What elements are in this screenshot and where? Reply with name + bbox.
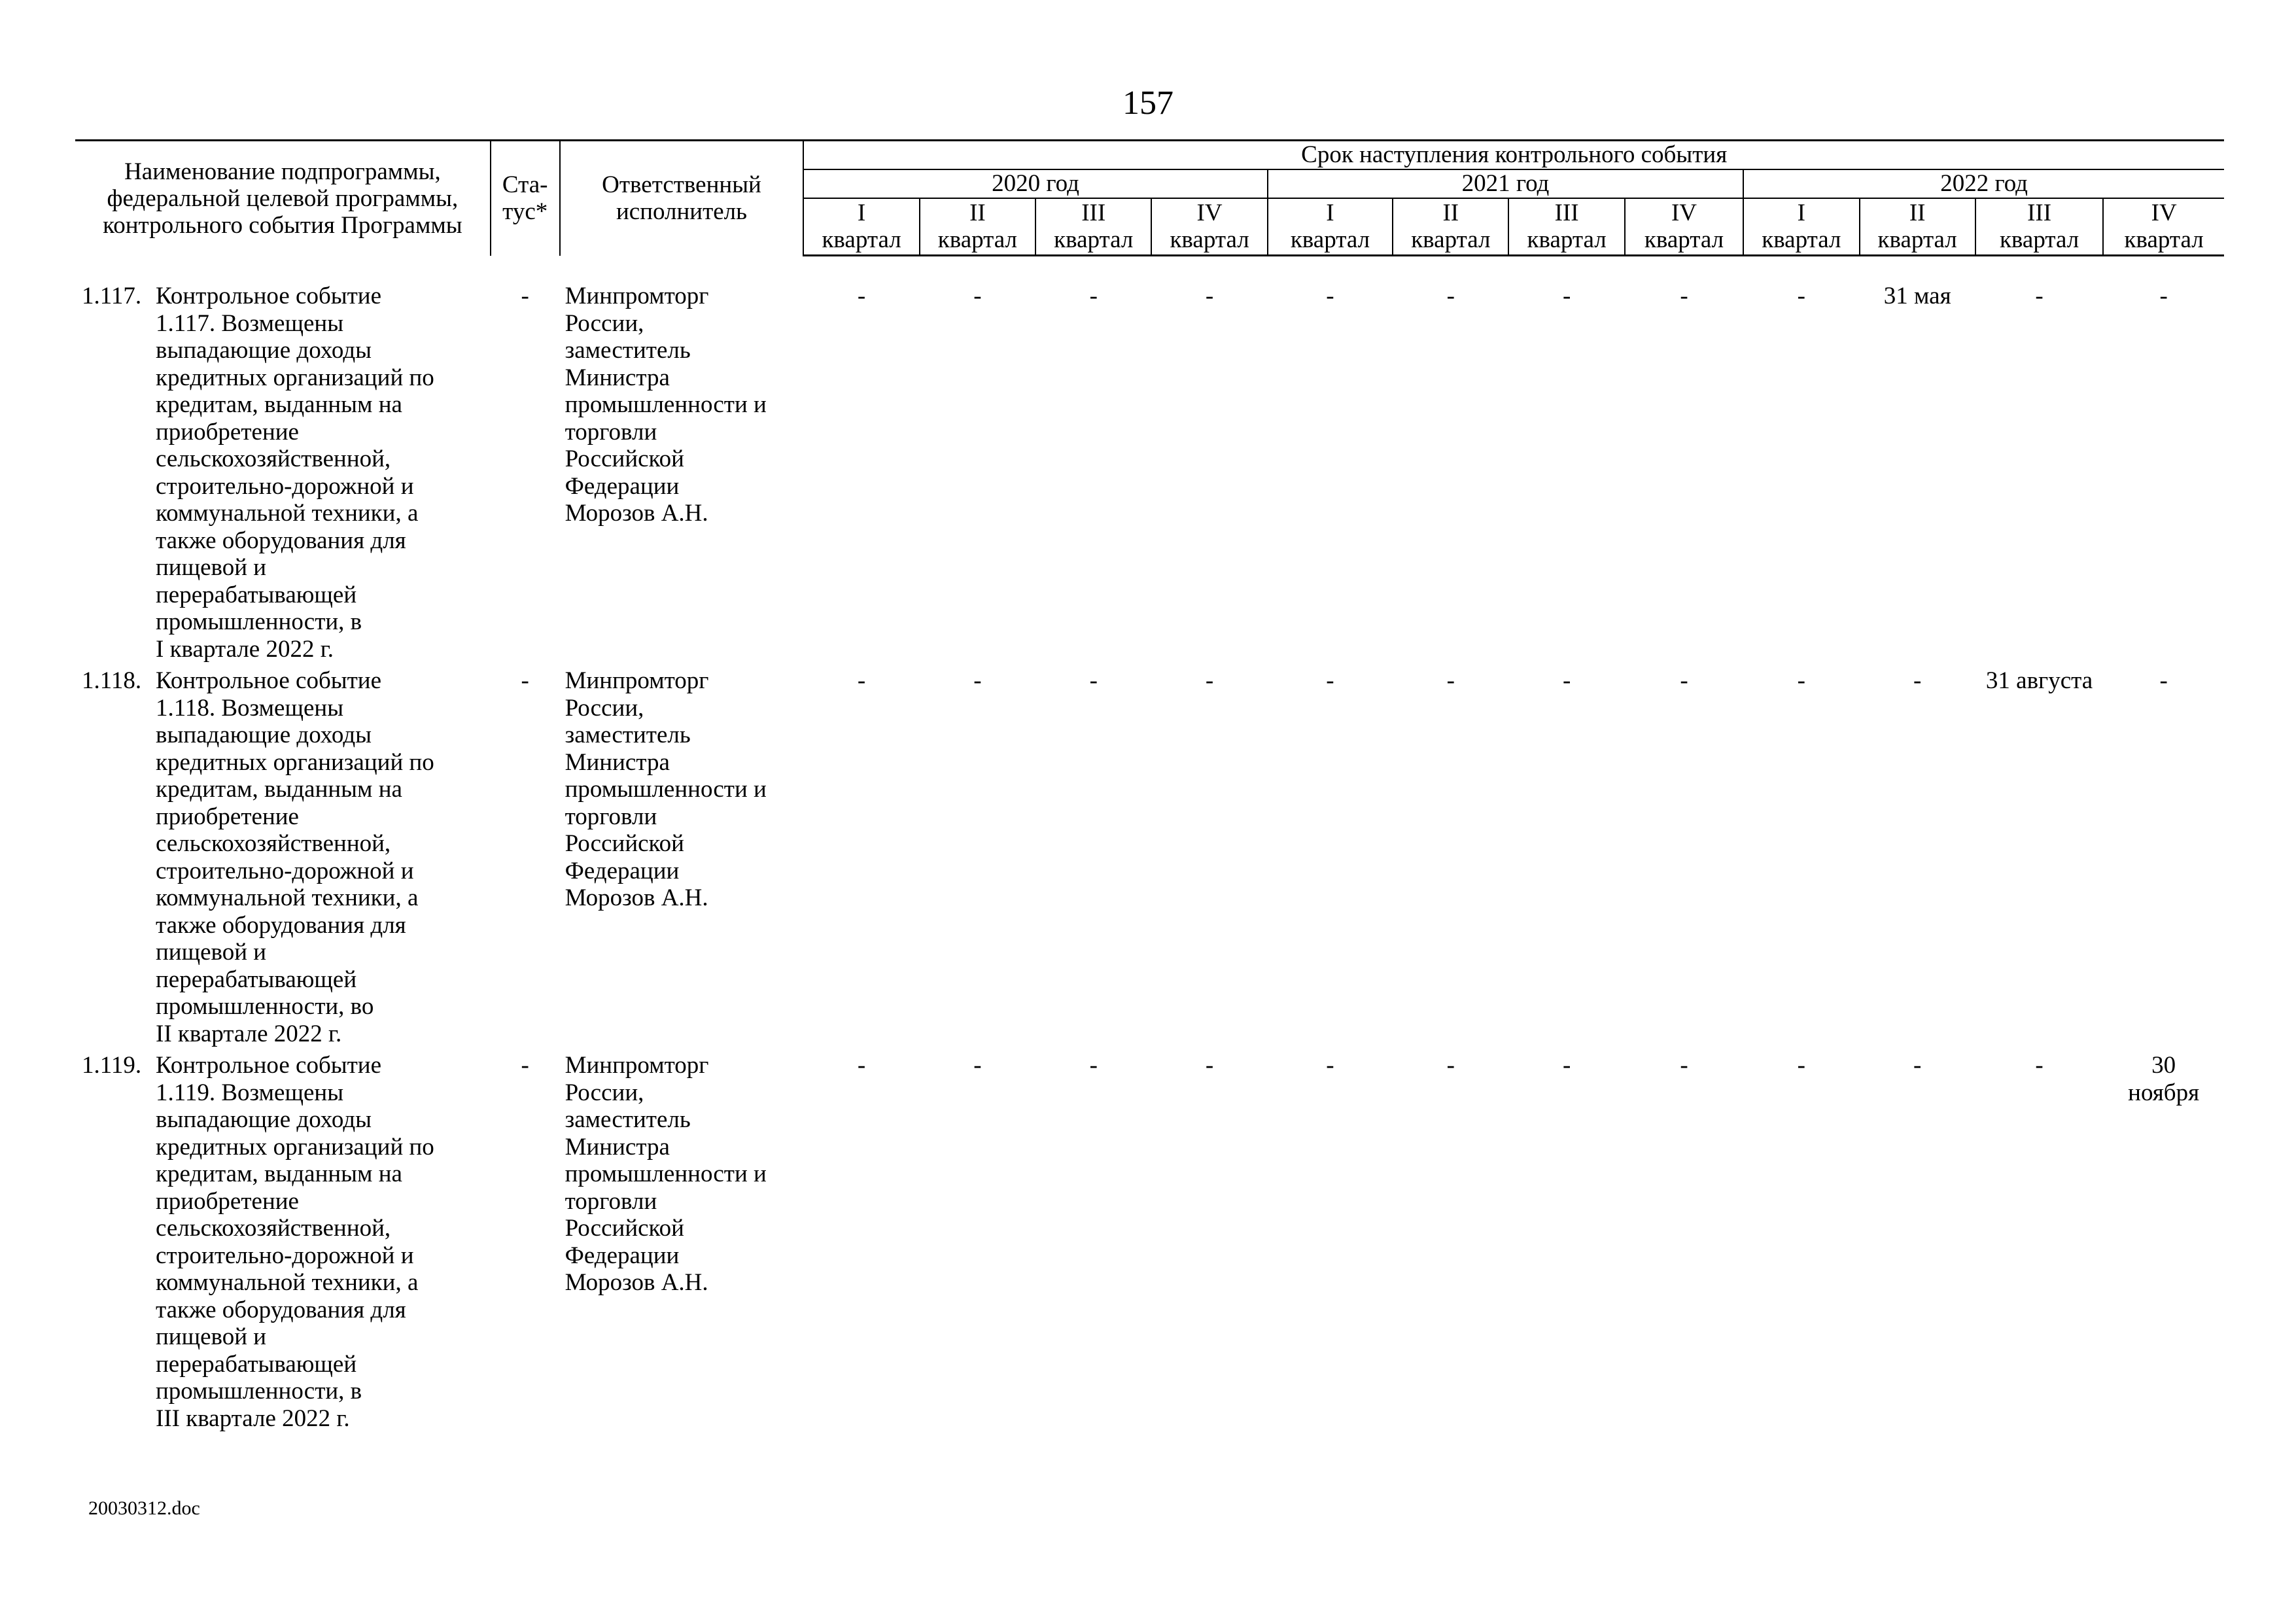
event-executor: Минпромторг России, заместитель Министра промышленности и торговли Российской Федерации Морозов А.Н.: [565, 283, 767, 527]
header-quarter-numeral: II: [1442, 200, 1459, 227]
quarter-value: -: [1562, 1052, 1571, 1079]
header-quarter-4: [1151, 198, 1267, 256]
header-quarter-numeral: IV: [1671, 200, 1697, 227]
event-executor: Минпромторг России, заместитель Министра промышленности и торговли Российской Федерации Морозов А.Н.: [565, 1052, 767, 1296]
event-status: -: [521, 283, 529, 309]
quarter-value: -: [1205, 283, 1214, 309]
quarter-value: -: [1446, 283, 1455, 309]
header-quarter-word: квартал: [2124, 226, 2204, 254]
header-quarter-word: квартал: [1999, 226, 2079, 254]
quarter-value: -: [1326, 667, 1334, 694]
quarter-value: -: [1680, 283, 1688, 309]
quarter-value: -: [1205, 1052, 1214, 1079]
quarter-value: -: [1089, 667, 1098, 694]
header-quarter-word: квартал: [1411, 226, 1491, 254]
quarter-value: -: [1089, 283, 1098, 309]
quarter-value: -: [1797, 1052, 1805, 1079]
quarter-value: -: [857, 283, 866, 309]
header-quarter-numeral: I: [1326, 200, 1334, 227]
header-quarter-numeral: III: [1081, 200, 1106, 227]
quarter-value: -: [1446, 1052, 1455, 1079]
header-quarter-1: [803, 198, 919, 256]
event-number: 1.119.: [82, 1052, 142, 1079]
event-status: -: [521, 667, 529, 694]
header-year-2022: 2022 год: [1743, 169, 2224, 198]
quarter-value: 31 августа: [1985, 667, 2093, 694]
quarter-value: -: [2159, 283, 2168, 309]
event-number: 1.117.: [82, 283, 142, 309]
table-row: [75, 667, 2224, 1047]
header-quarter-word: квартал: [1644, 226, 1724, 254]
quarter-value: -: [1797, 283, 1805, 309]
header-deadline: Срок наступления контрольного события: [803, 141, 2224, 169]
quarter-value: -: [1562, 283, 1571, 309]
header-quarter-7: [1508, 198, 1624, 256]
quarter-value: -: [1446, 667, 1455, 694]
quarter-value: -: [973, 283, 982, 309]
header-quarter-word: квартал: [937, 226, 1018, 254]
header-quarter-9: [1743, 198, 1859, 256]
header-quarter-numeral: III: [1554, 200, 1579, 227]
event-status: -: [521, 1052, 529, 1079]
header-quarter-numeral: I: [857, 200, 866, 227]
quarter-value: -: [1913, 1052, 1922, 1079]
header-quarter-numeral: III: [2027, 200, 2052, 227]
header-quarter-numeral: I: [1797, 200, 1805, 227]
quarter-value: -: [2035, 283, 2044, 309]
header-quarter-8: [1625, 198, 1743, 256]
quarter-value: 30 ноября: [2128, 1052, 2200, 1106]
quarter-value: -: [2159, 667, 2168, 694]
header-quarter-2: [920, 198, 1035, 256]
header-quarter-word: квартал: [1290, 226, 1370, 254]
header-quarter-numeral: IV: [1196, 200, 1223, 227]
quarter-value: -: [1205, 667, 1214, 694]
event-name-cell: [75, 1052, 491, 1432]
quarter-value: -: [1089, 1052, 1098, 1079]
header-quarter-6: [1393, 198, 1508, 256]
header-year-2021: 2021 год: [1268, 169, 1743, 198]
header-status: Ста- тус*: [491, 141, 560, 256]
quarter-value: -: [1326, 283, 1334, 309]
event-description: Контрольное событие 1.119. Возмещены выпадающие доходы кредитных организаций по кредитам, выданным на приобретение сельскохозяйственной, строительно-дорожной и коммунальной техники, а также оборудования для пищевой и перерабатывающей промышленности, в III квартале 2022 г.: [156, 1052, 434, 1432]
event-executor: Минпромторг России, заместитель Министра промышленности и торговли Российской Федерации Морозов А.Н.: [565, 667, 767, 911]
page-number: 157: [1122, 84, 1174, 122]
header-quarter-numeral: IV: [2151, 200, 2177, 227]
event-name-cell: [75, 283, 491, 663]
header-quarter-3: [1035, 198, 1151, 256]
header-quarter-12: [2103, 198, 2224, 256]
quarter-value: -: [857, 667, 866, 694]
quarter-value: -: [1326, 1052, 1334, 1079]
header-name: Наименование подпрограммы, федеральной целевой программы, контрольного события Программы: [75, 141, 491, 256]
header-quarter-11: [1975, 198, 2103, 256]
table-row: [75, 283, 2224, 663]
header-quarter-word: квартал: [1170, 226, 1249, 254]
quarter-value: -: [1913, 667, 1922, 694]
header-quarter-word: квартал: [1877, 226, 1957, 254]
event-number: 1.118.: [82, 667, 142, 694]
quarter-value: 31 мая: [1883, 283, 1951, 309]
header-quarter-10: [1860, 198, 1975, 256]
quarter-value: -: [973, 667, 982, 694]
footer-doc-name: 20030312.doc: [88, 1497, 200, 1519]
header-quarter-numeral: II: [1909, 200, 1926, 227]
table-row: [75, 1052, 2224, 1432]
header-executor: Ответственный исполнитель: [560, 141, 804, 256]
header-quarter-word: квартал: [1762, 226, 1841, 254]
event-description: Контрольное событие 1.117. Возмещены выпадающие доходы кредитных организаций по кредитам, выданным на приобретение сельскохозяйственной, строительно-дорожной и коммунальной техники, а также оборудования для пищевой и перерабатывающей промышленности, в I квартале 2022 г.: [156, 283, 434, 663]
quarter-value: -: [1562, 667, 1571, 694]
quarter-value: -: [973, 1052, 982, 1079]
quarter-value: -: [2035, 1052, 2044, 1079]
header-quarter-word: квартал: [1054, 226, 1134, 254]
header-quarter-word: квартал: [1527, 226, 1607, 254]
header-quarter-5: [1268, 198, 1393, 256]
control-events-table: [75, 139, 2224, 1432]
header-year-2020: 2020 год: [803, 169, 1267, 198]
header-quarter-numeral: II: [969, 200, 986, 227]
quarter-value: -: [1680, 1052, 1688, 1079]
event-description: Контрольное событие 1.118. Возмещены выпадающие доходы кредитных организаций по кредитам, выданным на приобретение сельскохозяйственной, строительно-дорожной и коммунальной техники, а также оборудования для пищевой и перерабатывающей промышленности, во II квартале 2022 г.: [156, 667, 434, 1047]
quarter-value: -: [857, 1052, 866, 1079]
event-name-cell: [75, 667, 491, 1047]
quarter-value: -: [1797, 667, 1805, 694]
header-quarter-word: квартал: [822, 226, 901, 254]
quarter-value: -: [1680, 667, 1688, 694]
